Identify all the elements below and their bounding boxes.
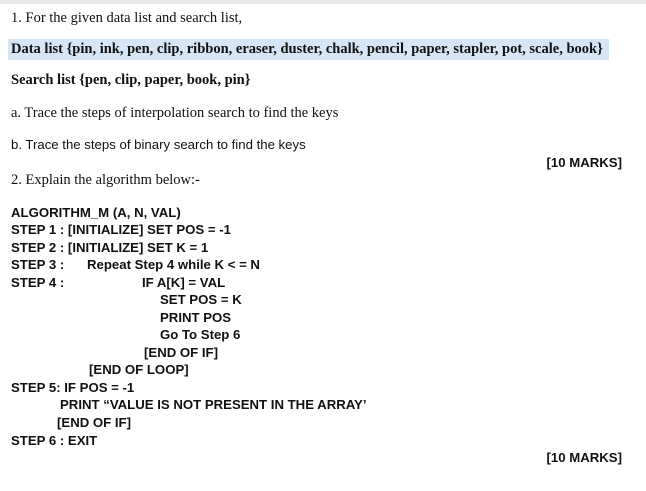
top-border	[0, 0, 646, 4]
algorithm-goto: Go To Step 6	[160, 327, 241, 342]
algorithm-step-4-label: STEP 4 :	[11, 275, 65, 290]
algorithm-end-loop: [END OF LOOP]	[89, 362, 189, 377]
question-1-intro: 1. For the given data list and search list,	[11, 10, 243, 26]
question-1-marks: [10 MARKS]	[546, 155, 622, 170]
algorithm-print-pos: PRINT POS	[160, 310, 232, 325]
algorithm-step-6: STEP 6 : EXIT	[11, 433, 98, 448]
part-b: b. Trace the steps of binary search to find the keys	[11, 137, 306, 152]
part-a: a. Trace the steps of interpolation search to find the keys	[11, 105, 339, 121]
algorithm-step-5: STEP 5: IF POS = -1	[11, 380, 135, 395]
algorithm-step-2: STEP 2 : [INITIALIZE] SET K = 1	[11, 240, 209, 255]
algorithm-end-if-2: [END OF IF]	[57, 415, 131, 430]
data-list-highlight: Data list {pin, ink, pen, clip, ribbon, eraser, duster, chalk, pencil, paper, stapler, pot, scale, book}	[8, 39, 609, 60]
algorithm-if-condition: IF A[K] = VAL	[142, 275, 226, 290]
algorithm-step-3-body: Repeat Step 4 while K < = N	[87, 257, 260, 272]
data-list	[11, 41, 609, 57]
algorithm-end-if: [END OF IF]	[144, 345, 218, 360]
algorithm-set-pos: SET POS = K	[160, 292, 242, 307]
search-list: Search list {pen, clip, paper, book, pin}	[11, 72, 251, 88]
algorithm-step-1: STEP 1 : [INITIALIZE] SET POS = -1	[11, 222, 231, 237]
algorithm-print-message: PRINT “VALUE IS NOT PRESENT IN THE ARRAY’	[60, 397, 367, 412]
algorithm-step-3-label: STEP 3 :	[11, 257, 65, 272]
algorithm-header: ALGORITHM_M (A, N, VAL)	[11, 205, 181, 220]
question-2-marks: [10 MARKS]	[546, 450, 622, 465]
question-2-intro: 2. Explain the algorithm below:-	[11, 172, 200, 188]
